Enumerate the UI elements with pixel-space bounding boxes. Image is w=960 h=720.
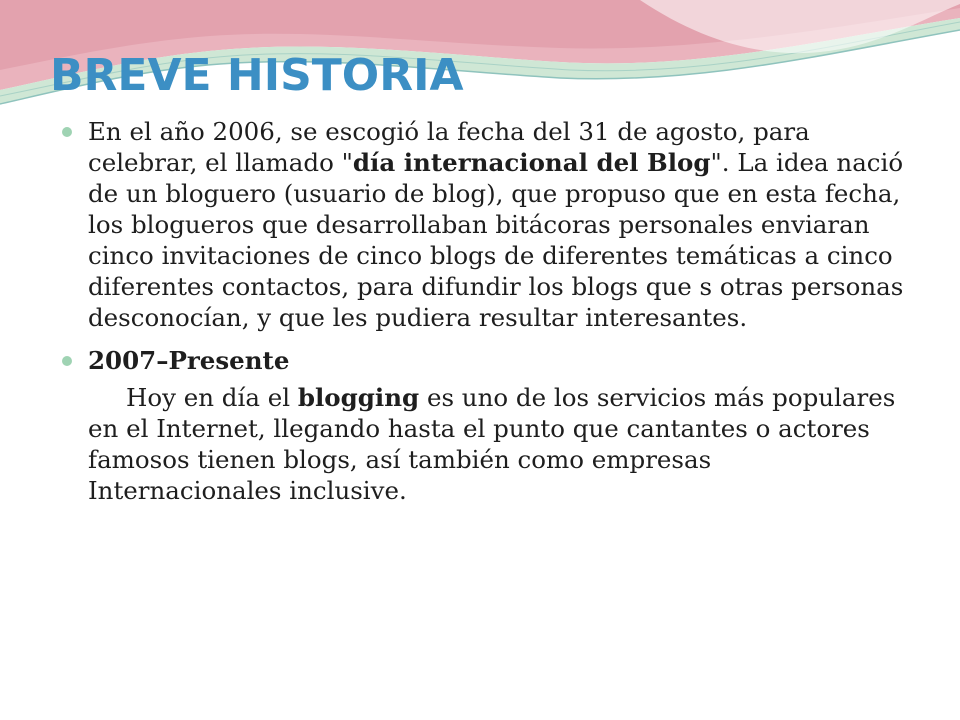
bullet-heading: 2007–Presente	[88, 346, 290, 375]
bullet-item-history-2006	[60, 116, 910, 333]
bold-term: día internacional del Blog	[352, 148, 711, 177]
slide-content	[60, 116, 910, 506]
bullet-dot-icon	[62, 127, 72, 137]
slide-title: BREVE HISTORIA	[50, 50, 464, 101]
bold-term: blogging	[297, 383, 420, 412]
bullet-paragraph	[88, 116, 910, 333]
text-segment: En el año 2006, se escogió la fecha del 31 de agosto, para celebrar, el llamado "	[88, 117, 810, 177]
bullet-item-2007-present	[60, 345, 910, 506]
text-segment: es uno de los servicios más populares en el Internet, llegando hasta el punto que cantantes o actores famosos tienen blogs, así también como empresas Internacionales inclusive.	[88, 383, 896, 505]
text-segment: ". La idea nació de un bloguero (usuario de blog), que propuso que en esta fecha, los blogueros que desarrollaban bitácoras personales enviaran cinco invitaciones de cinco blogs de diferentes temáticas a cinco diferentes contactos, para difundir los blogs que s otras personas desconocían, y que les pudiera resultar interesantes.	[88, 148, 904, 332]
bullet-paragraph	[88, 382, 910, 506]
bullet-dot-icon	[62, 356, 72, 366]
text-segment: Hoy en día el	[126, 383, 298, 412]
